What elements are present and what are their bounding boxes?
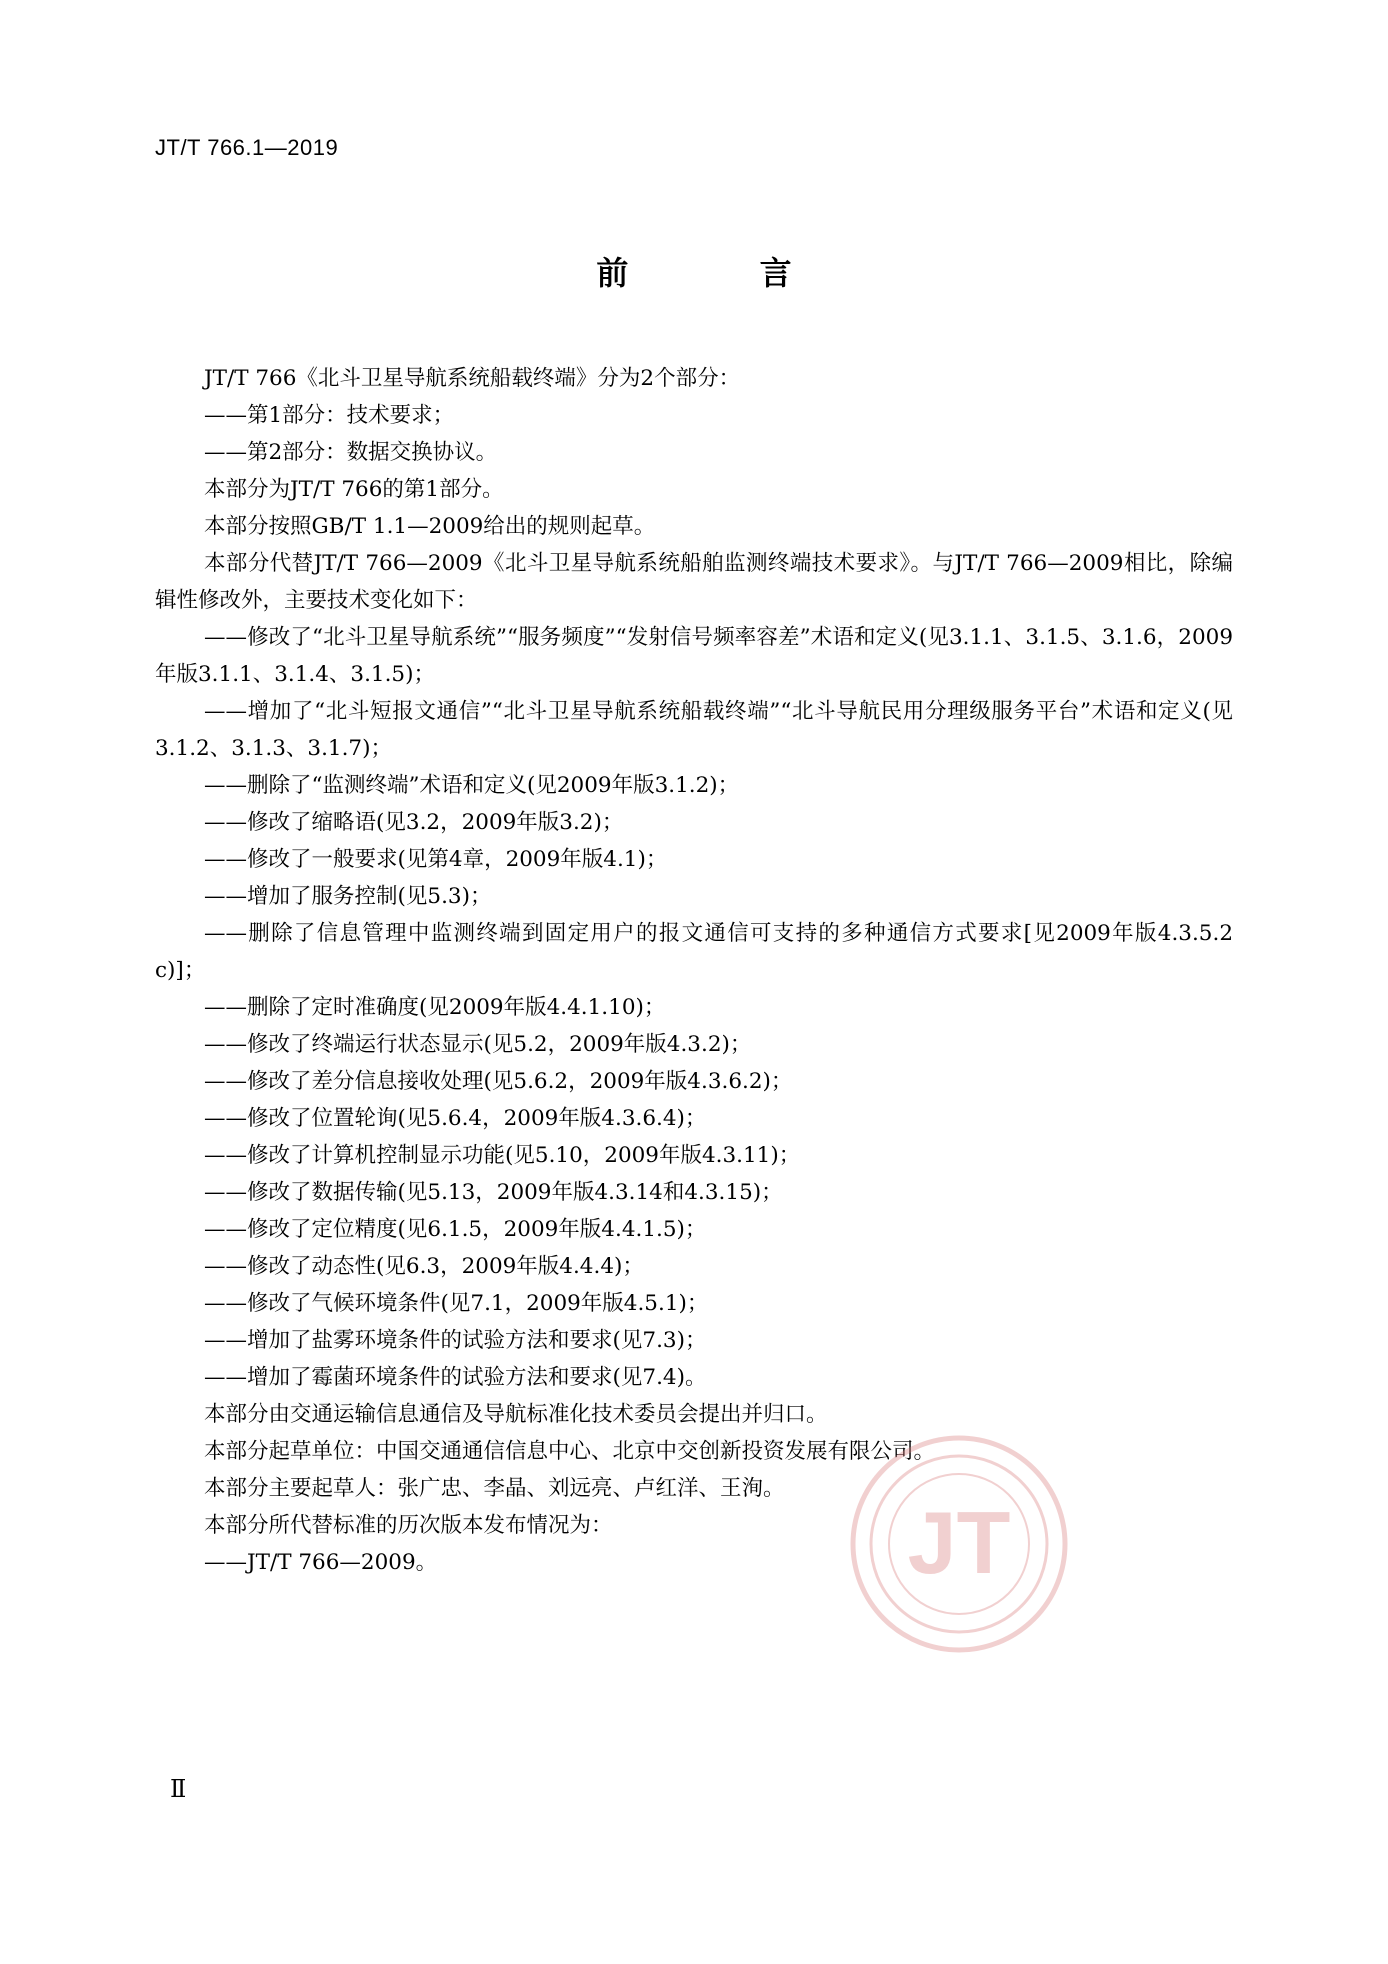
paragraph: 本部分所代替标准的历次版本发布情况为：	[204, 1513, 613, 1538]
foreword-body	[155, 360, 1233, 1581]
list-item: ——修改了位置轮询(见5.6.4，2009年版4.3.6.4)；	[204, 1106, 707, 1131]
list-item: ——修改了一般要求(见第4章，2009年版4.1)；	[204, 847, 668, 872]
paragraph: 本部分起草单位：中国交通通信信息中心、北京中交创新投资发展有限公司。	[204, 1439, 936, 1464]
list-item: ——JT/T 766—2009。	[204, 1550, 438, 1575]
list-item: ——增加了服务控制(见5.3)；	[204, 884, 492, 909]
paragraph: JT/T 766《北斗卫星导航系统船载终端》分为2个部分：	[204, 366, 741, 391]
list-item: ——修改了动态性(见6.3，2009年版4.4.4)；	[204, 1254, 644, 1279]
paragraph: 本部分由交通运输信息通信及导航标准化技术委员会提出并归口。	[204, 1402, 828, 1427]
list-item: ——增加了盐雾环境条件的试验方法和要求(见7.3)；	[204, 1328, 707, 1353]
page-title: 前 言	[596, 254, 852, 292]
list-item: ——修改了缩略语(见3.2，2009年版3.2)；	[204, 810, 624, 835]
page-number: Ⅱ	[170, 1775, 187, 1803]
svg-text:JT: JT	[907, 1493, 1011, 1592]
jt-seal-watermark	[848, 1433, 1070, 1655]
list-item: ——修改了计算机控制显示功能(见5.10，2009年版4.3.11)；	[204, 1143, 801, 1168]
list-item: ——删除了信息管理中监测终端到固定用户的报文通信可支持的多种通信方式要求[见2009年版4.3.5.2 c)]；	[155, 921, 1233, 983]
list-item: ——删除了定时准确度(见2009年版4.4.1.10)；	[204, 995, 666, 1020]
list-item: ——修改了气候环境条件(见7.1，2009年版4.5.1)；	[204, 1291, 709, 1316]
list-item: ——增加了霉菌环境条件的试验方法和要求(见7.4)。	[204, 1365, 707, 1390]
list-item: ——修改了数据传输(见5.13，2009年版4.3.14和4.3.15)；	[204, 1180, 783, 1205]
paragraph: 本部分按照GB/T 1.1—2009给出的规则起草。	[204, 514, 656, 539]
list-item: ——第1部分：技术要求；	[204, 403, 455, 428]
list-item: ——修改了终端运行状态显示(见5.2，2009年版4.3.2)；	[204, 1032, 752, 1057]
list-item: ——修改了差分信息接收处理(见5.6.2，2009年版4.3.6.2)；	[204, 1069, 793, 1094]
list-item: ——增加了“北斗短报文通信”“北斗卫星导航系统船载终端”“北斗导航民用分理级服务平台”术语和定义(见3.1.2、3.1.3、3.1.7)；	[155, 699, 1233, 761]
paragraph: 本部分主要起草人：张广忠、李晶、刘远亮、卢红洋、王洵。	[204, 1476, 785, 1501]
list-item: ——修改了“北斗卫星导航系统”“服务频度”“发射信号频率容差”术语和定义(见3.1.1、3.1.5、3.1.6，2009年版3.1.1、3.1.4、3.1.5)；	[155, 625, 1233, 687]
list-item: ——修改了定位精度(见6.1.5，2009年版4.4.1.5)；	[204, 1217, 707, 1242]
list-item: ——删除了“监测终端”术语和定义(见2009年版3.1.2)；	[204, 773, 740, 798]
list-item: ——第2部分：数据交换协议。	[204, 440, 498, 465]
paragraph: 本部分代替JT/T 766—2009《北斗卫星导航系统船舶监测终端技术要求》。与JT/T 766—2009相比，除编辑性修改外，主要技术变化如下：	[155, 551, 1233, 613]
paragraph: 本部分为JT/T 766的第1部分。	[204, 477, 504, 502]
document-number: JT/T 766.1—2019	[155, 135, 339, 160]
